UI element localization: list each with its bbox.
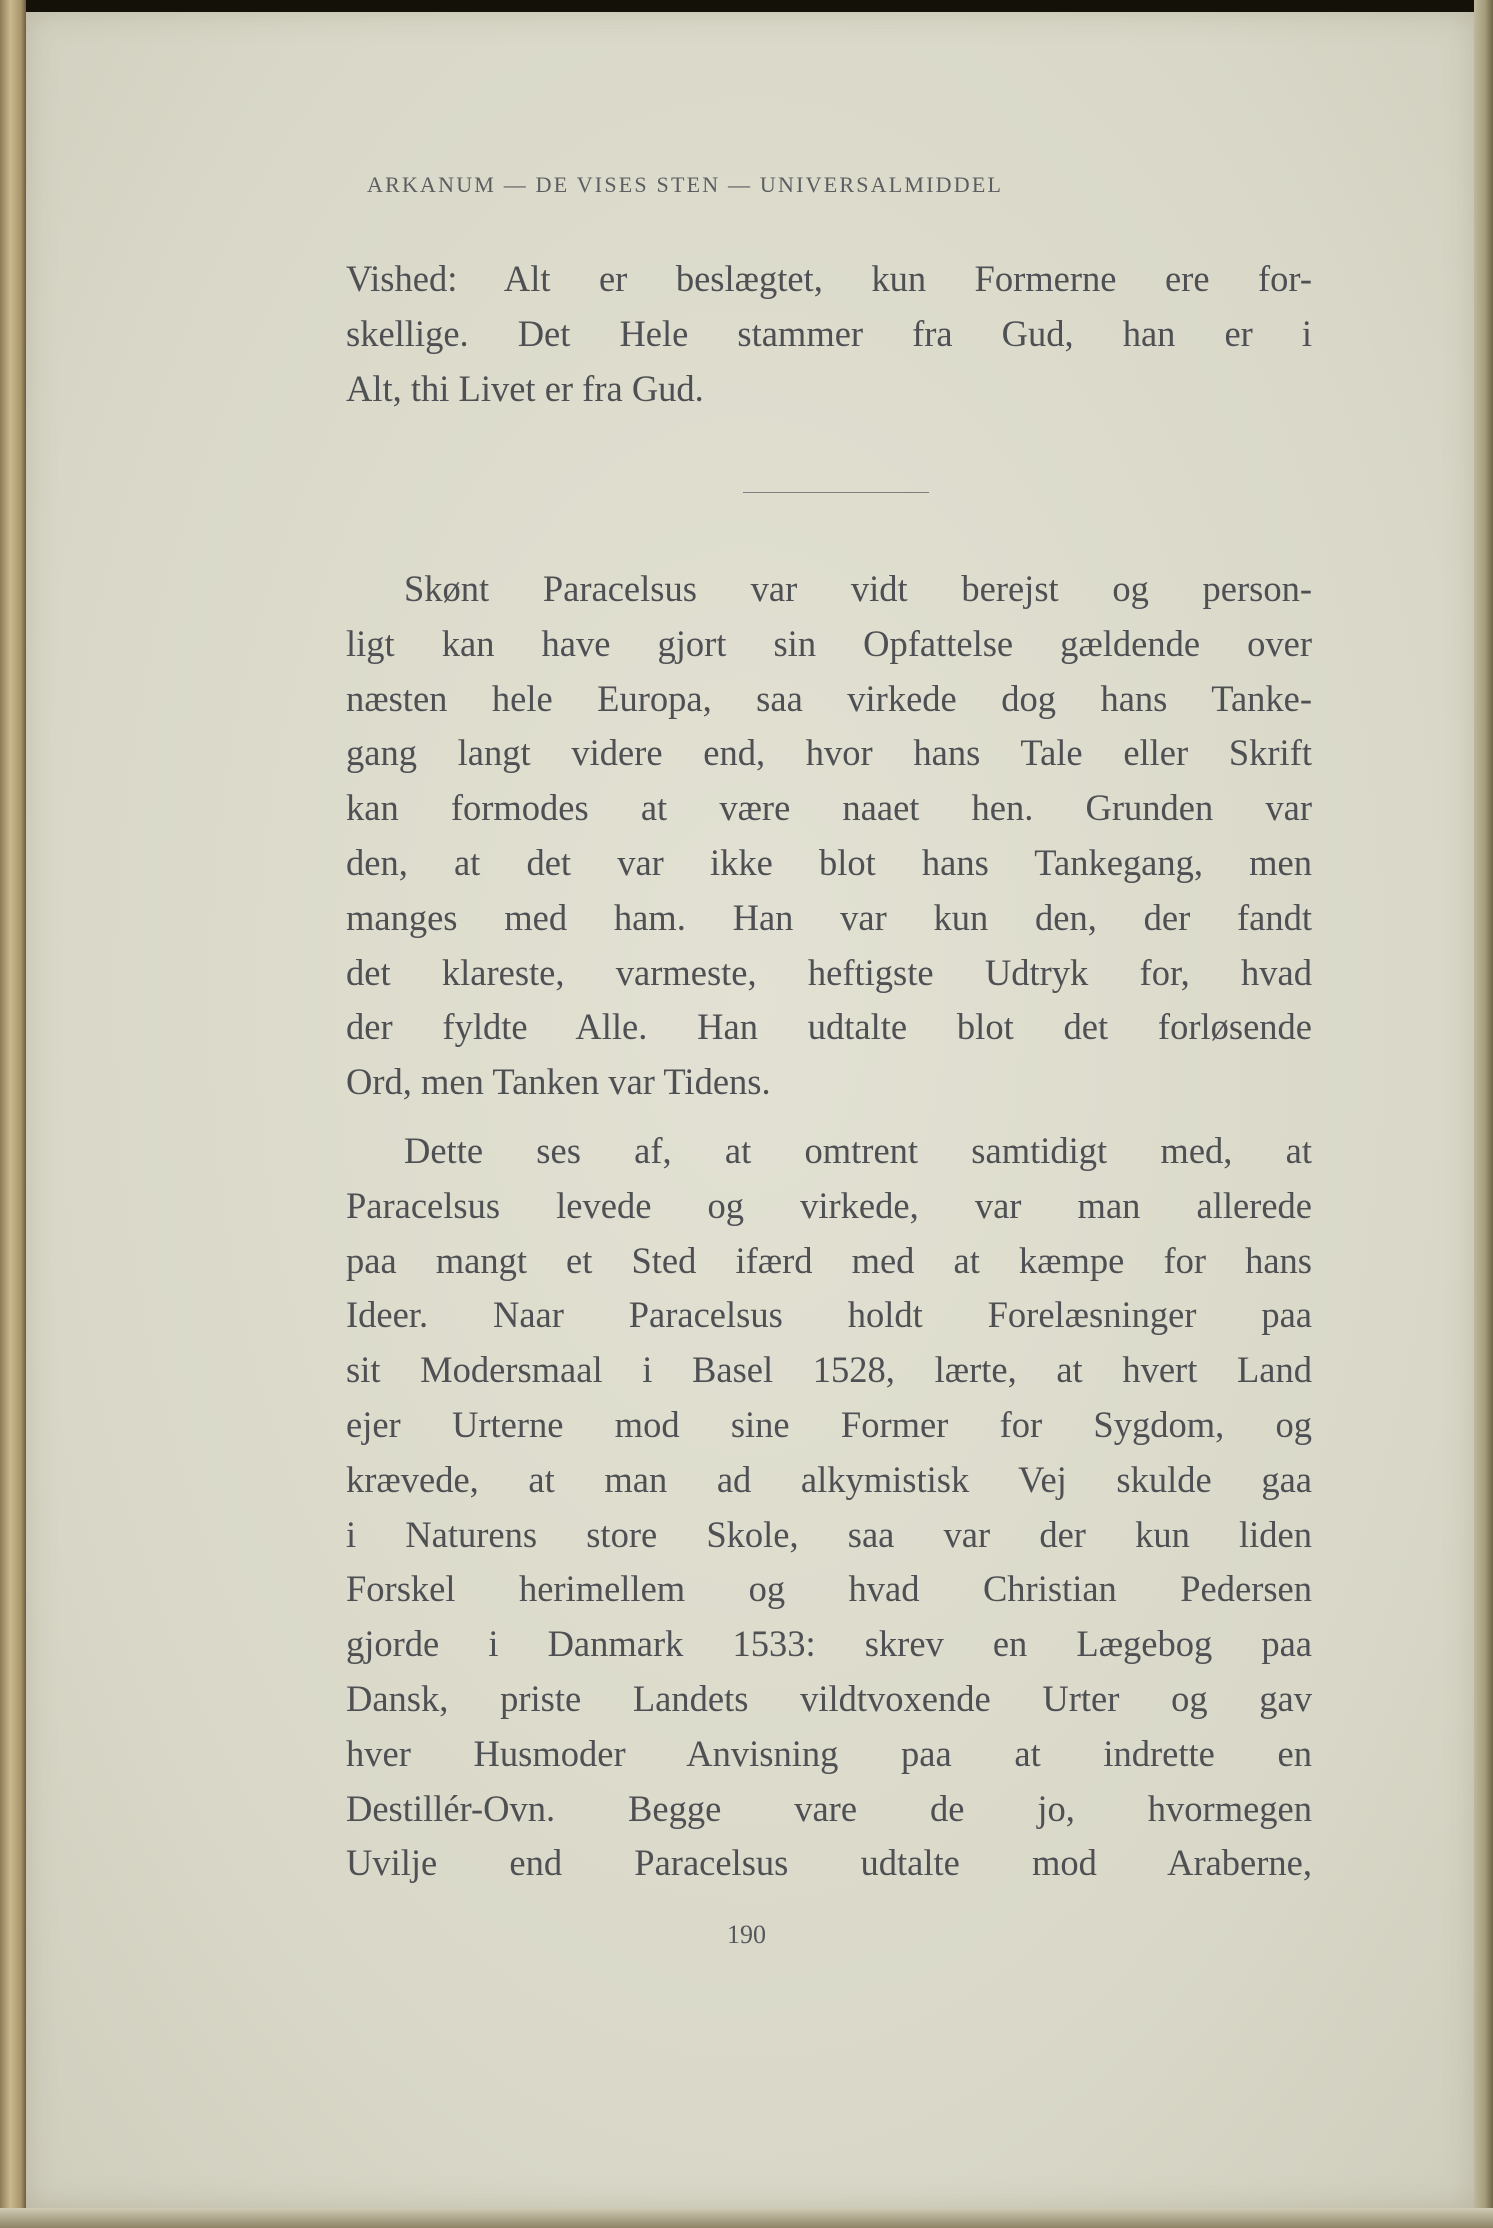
text-line: det klareste, varmeste, heftigste Udtryk for, hvad [346, 951, 1312, 993]
text-line: ligt kan have gjort sin Opfattelse gældende over [346, 622, 1312, 664]
top-edge-shadow [0, 0, 1493, 12]
page-number: 190 [727, 1920, 766, 1949]
paragraph-1 [346, 252, 1312, 416]
text-line: næsten hele Europa, saa virkede dog hans Tanke- [346, 677, 1312, 719]
paragraph-2 [346, 562, 1312, 1110]
section-divider-rule [743, 492, 929, 493]
text-line: paa mangt et Sted ifærd med at kæmpe for hans [346, 1239, 1312, 1281]
text-line: Vished: Alt er beslægtet, kun Formerne ere for- [346, 258, 1312, 299]
text-line: ejer Urterne mod sine Former for Sygdom, og [346, 1403, 1312, 1445]
text-line: Skønt Paracelsus var vidt berejst og person- [404, 568, 1312, 609]
text-line: Dansk, priste Landets vildtvoxende Urter og gav [346, 1677, 1312, 1719]
page-bottom-edge [0, 2208, 1493, 2228]
text-line: den, at det var ikke blot hans Tankegang, men [346, 841, 1312, 883]
text-line: gjorde i Danmark 1533: skrev en Lægebog paa [346, 1623, 1312, 1665]
text-line: hver Husmoder Anvisning paa at indrette en [346, 1732, 1312, 1774]
text-line: der fyldte Alle. Han udtalte blot det forløsende [346, 1006, 1312, 1048]
text-line: Dette ses af, at omtrent samtidigt med, at [404, 1130, 1312, 1171]
running-head: ARKANUM — DE VISES STEN — UNIVERSALMIDDEL [367, 172, 1004, 197]
text-line: Paracelsus levede og virkede, var man allerede [346, 1184, 1312, 1226]
text-line: Ord, men Tanken var Tidens. [346, 1061, 771, 1103]
text-line: kan formodes at være naaet hen. Grunden var [346, 787, 1312, 829]
text-line: gang langt videre end, hvor hans Tale eller Skrift [346, 732, 1312, 774]
paragraph-3 [346, 1124, 1312, 1891]
text-line: Forskel herimellem og hvad Christian Pedersen [346, 1568, 1312, 1610]
text-line: Destillér-Ovn. Begge vare de jo, hvormegen [346, 1787, 1312, 1829]
text-line: sit Modersmaal i Basel 1528, lærte, at hvert Land [346, 1349, 1312, 1391]
text-line: krævede, at man ad alkymistisk Vej skulde gaa [346, 1458, 1312, 1500]
text-line: i Naturens store Skole, saa var der kun liden [346, 1513, 1312, 1555]
page-right-edge [1474, 0, 1493, 2228]
text-line: Alt, thi Livet er fra Gud. [346, 367, 704, 409]
text-line: manges med ham. Han var kun den, der fandt [346, 896, 1312, 938]
text-line: Ideer. Naar Paracelsus holdt Forelæsninger paa [346, 1294, 1312, 1336]
text-line: skellige. Det Hele stammer fra Gud, han er i [346, 312, 1312, 354]
book-spine-edge [0, 0, 26, 2228]
text-line: Uvilje end Paracelsus udtalte mod Araberne, [346, 1842, 1312, 1884]
